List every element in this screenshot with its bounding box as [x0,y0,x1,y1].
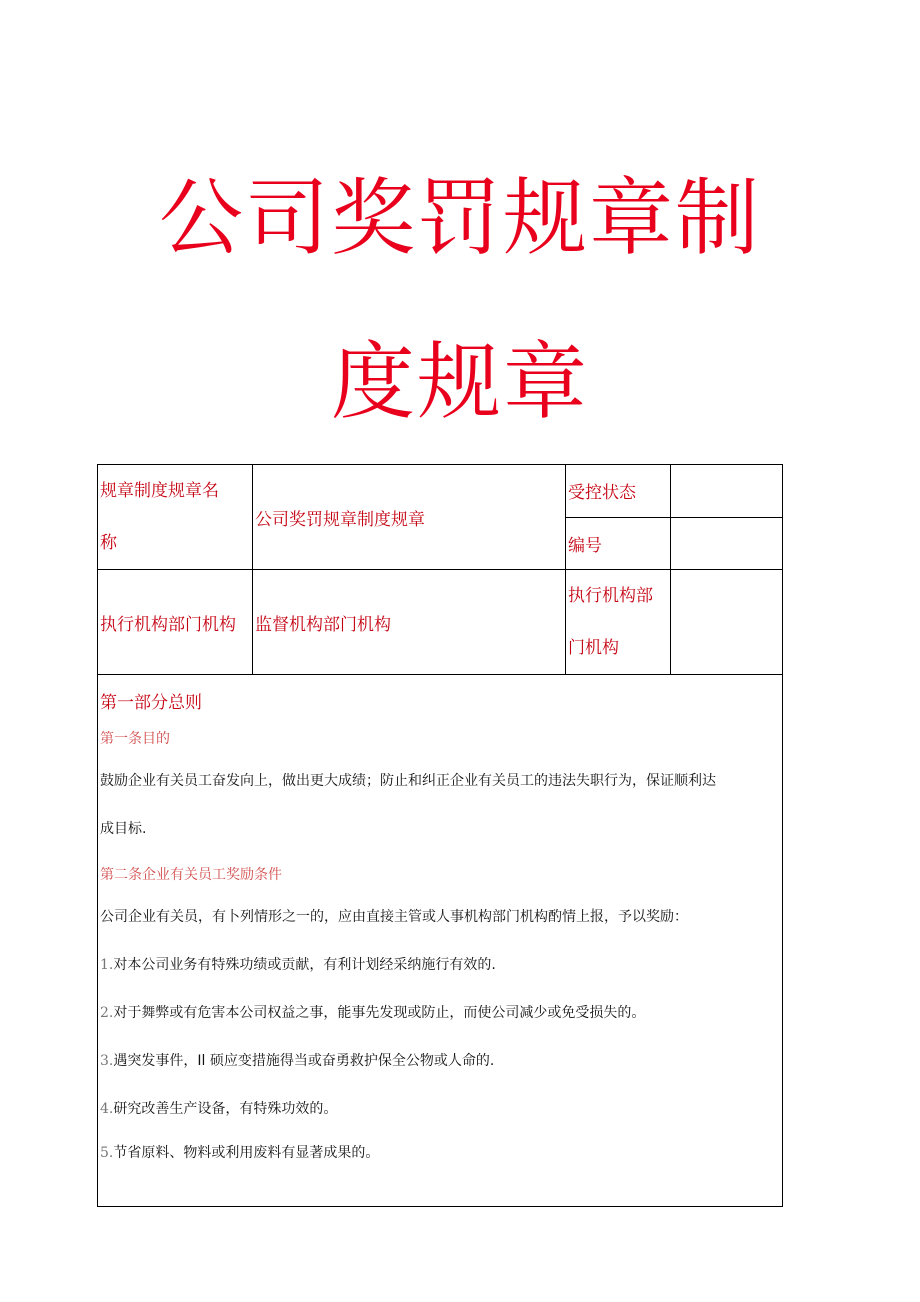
list-item-number: 2. [100,1005,114,1021]
article-2-intro: 公司企业有关员，有卜列情形之一的，应由直接主管或人事机构部门机构酌情上报，予以奖励： [100,909,688,925]
list-item-number: 3. [100,1053,114,1069]
list-item-text: 对本公司业务有特殊功绩或贡献，有利计划经采纳施行有效的. [113,957,496,973]
document-title-line1: 公司奖罚规章制 [158,169,761,267]
regulation-name-label-line2: 称 [100,533,117,553]
executing-department-label-2 [566,570,671,675]
number-value [671,517,783,570]
list-item [100,989,780,1037]
list-item [100,941,780,989]
executing-department-label-2-line1: 执行机构部 [568,586,653,606]
list-item [100,1085,780,1133]
article-1-text-line1: 鼓励企业有关员工奋发向上，做出更大成绩；防止和纠正企业有关员工的违法失职行为，保证顺利达 [100,773,716,789]
article-2-title: 第二条企业有关员工奖励条件 [100,867,282,883]
part-title: 第一部分总则 [100,693,202,713]
executing-department-label-2-line2: 门机构 [568,638,619,658]
list-item-number: 5. [100,1145,114,1161]
regulation-table [97,464,783,1207]
list-item-text: 研究改善生产设备，有特殊功效的。 [113,1101,338,1117]
number-label: 编号 [566,517,671,570]
executing-department: 执行机构部门机构 [98,570,253,675]
list-item [100,1133,780,1173]
control-status-label: 受控状态 [566,465,671,518]
regulation-name-label-line1: 规章制度规章名 [100,481,219,501]
regulation-name-value: 公司奖罚规章制度规章 [253,465,566,570]
list-item [100,1037,780,1085]
control-status-value [671,465,783,518]
regulation-name-label [98,465,253,570]
regulation-body [98,675,783,1207]
supervising-department: 监督机构部门机构 [253,570,566,675]
list-item-text: 节省原料、物料或利用废料有显著成果的。 [113,1145,380,1161]
document-title-line2: 度规章 [330,333,589,431]
list-item-text: 对于舞弊或有危害本公司权益之事，能事先发现或防止，而使公司减少或免受损失的。 [113,1005,646,1021]
list-item-number: 1. [100,957,114,973]
list-item-number: 4. [100,1101,114,1117]
list-item-text: 遇突发事件，Il 硕应变措施得当或奋勇救护保全公物或人命的. [113,1053,495,1069]
article-1-text-line2: 成目标. [100,821,147,837]
executing-department-value-2 [671,570,783,675]
article-1-title: 第一条目的 [100,731,170,747]
